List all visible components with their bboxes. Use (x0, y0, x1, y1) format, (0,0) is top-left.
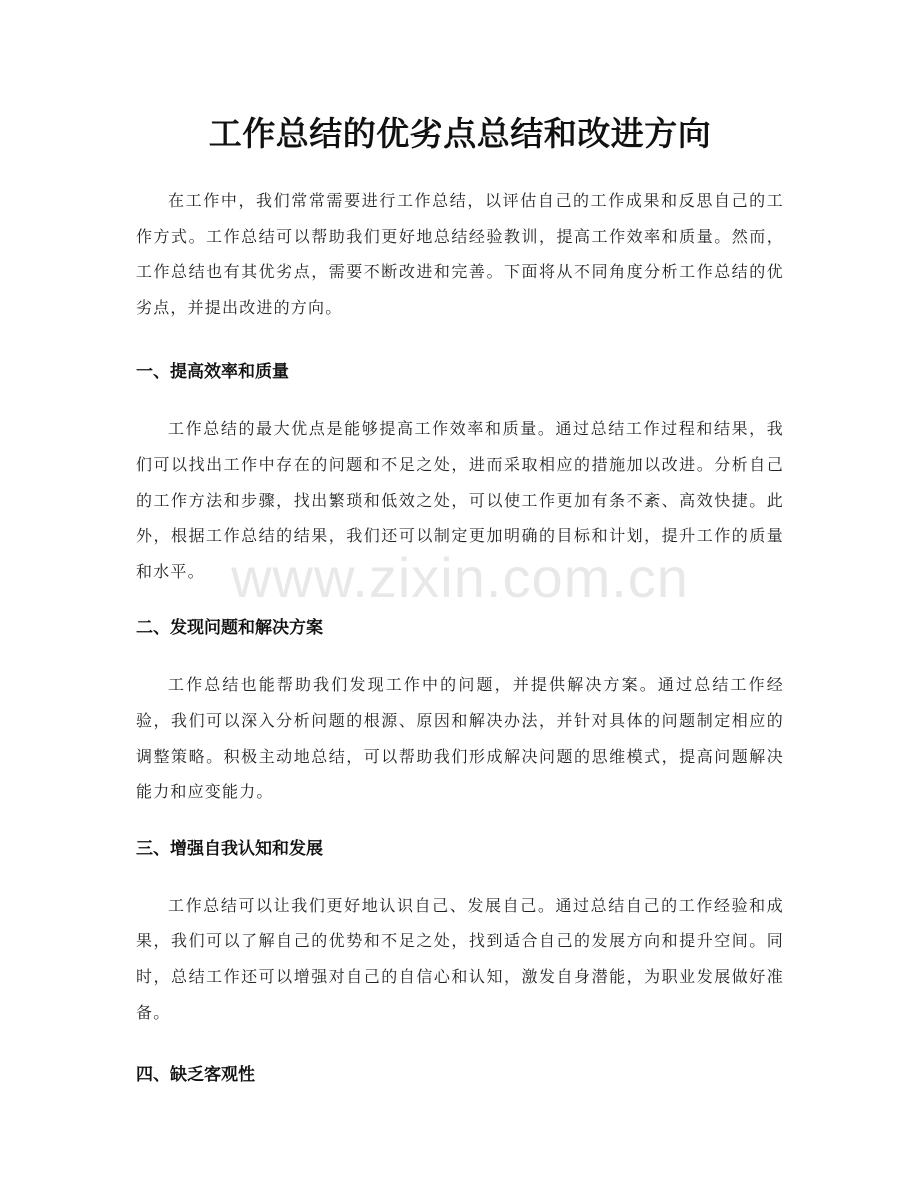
document-body (136, 183, 784, 1090)
watermark-text: www.zixin.com.cn (231, 546, 689, 609)
section-heading-2: 二、发现问题和解决方案 (136, 618, 323, 639)
section-heading-4: 四、缺乏客观性 (136, 1065, 255, 1086)
section-heading-3: 三、增强自我认知和发展 (136, 838, 323, 859)
section-heading-1: 一、提高效率和质量 (136, 362, 289, 383)
section-body-2: 工作总结也能帮助我们发现工作中的问题，并提供解决方案。通过总结工作经验，我们可以深入分析问题的根源、原因和解决办法，并针对具体的问题制定相应的调整策略。积极主动地总结，可以帮助我们形成解决问题的思维模式，提高问题解决能力和应变能力。 (136, 675, 784, 802)
section-body-3: 工作总结可以让我们更好地认识自己、发展自己。通过总结自己的工作经验和成果，我们可以了解自己的优势和不足之处，找到适合自己的发展方向和提升空间。同时，总结工作还可以增强对自己的自信心和认知，激发自身潜能，为职业发展做好准备。 (136, 895, 784, 1022)
section-body-1: 工作总结的最大优点是能够提高工作效率和质量。通过总结工作过程和结果，我们可以找出工作中存在的问题和不足之处，进而采取相应的措施加以改进。分析自己的工作方法和步骤，找出繁琐和低效之处，可以使工作更加有条不紊、高效快捷。此外，根据工作总结的结果，我们还可以制定更加明确的目标和计划，提升工作的质量和水平。 (136, 419, 784, 581)
intro-paragraph: 在工作中，我们常常需要进行工作总结，以评估自己的工作成果和反思自己的工作方式。工作总结可以帮助我们更好地总结经验教训，提高工作效率和质量。然而，工作总结也有其优劣点，需要不断改进和完善。下面将从不同角度分析工作总结的优劣点，并提出改进的方向。 (136, 191, 784, 317)
page-title: 工作总结的优劣点总结和改进方向 (208, 114, 712, 153)
